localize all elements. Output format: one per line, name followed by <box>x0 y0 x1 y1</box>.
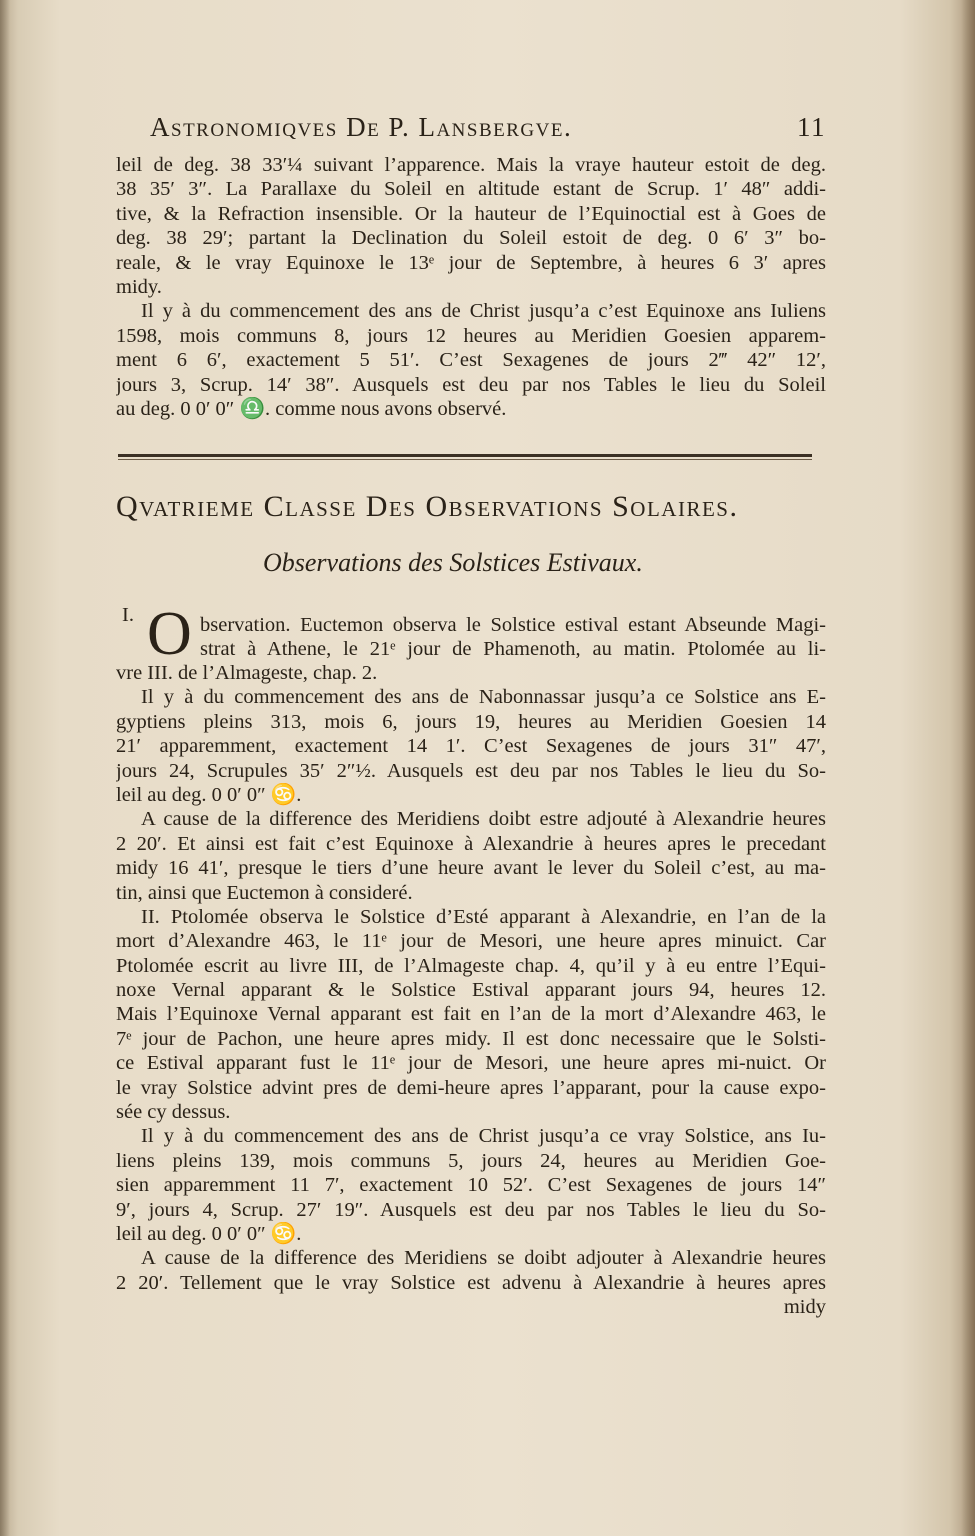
text-line: deg. 38 29′; partant la Declination du Soleil estoit de deg. 0 6′ 3″ bo- <box>116 227 826 250</box>
text-line: 21′ apparemment, exactement 14 1′. C’est Sexagenes de jours 31″ 47′, <box>116 735 826 758</box>
text-line: vre III. de l’Almageste, chap. 2. <box>116 662 378 684</box>
catchword: midy <box>783 1296 826 1319</box>
text-line: A cause de la difference des Meridiens doibt estre adjouté à Alexandrie heures <box>141 808 826 831</box>
text-line: noxe Vernal apparant & le Solstice Estival apparant jours 94, heures 12. <box>116 979 826 1002</box>
text-line: leil au deg. 0 0′ 0″ ♋. <box>116 783 302 806</box>
text-line: 2 20′. Et ainsi est fait c’est Equinoxe à Alexandrie à heures apres le precedant <box>116 832 826 855</box>
section-title: Qvatrieme Classe Des Observations Solaires. <box>116 490 739 523</box>
paragraph-block-main <box>116 661 826 1320</box>
text-line: leil au deg. 0 0′ 0″ ♋. <box>116 1222 302 1245</box>
drop-cap: O <box>147 600 192 668</box>
text-line: jours 24, Scrupules 35′ 2″½. Ausquels est deu par nos Tables le lieu du So- <box>116 759 826 782</box>
running-head <box>150 112 826 148</box>
text-line: Il y à du commencement des ans de Christ jusqu’a c’est Equinoxe ans Iuliens <box>141 300 826 323</box>
running-head-title: Astronomiqves De P. Lansbergve. <box>150 112 573 142</box>
text-line: ment 6 6′, exactement 5 51′. C’est Sexagenes de jours 2‴ 42″ 12′, <box>116 349 826 372</box>
text-line: mort d’Alexandre 463, le 11ᵉ jour de Mesori, une heure apres minuict. Car <box>116 930 826 953</box>
text-line: II. Ptolomée observa le Solstice d’Esté apparant à Alexandrie, en l’an de la <box>141 905 826 928</box>
page-number: 11 <box>797 112 826 142</box>
text-line: au deg. 0 0′ 0″ ♎. comme nous avons observé. <box>116 397 507 420</box>
text-line: 1598, mois communs 8, jours 12 heures au Meridien Goesien apparem- <box>116 324 826 347</box>
text-line: tive, & la Refraction insensible. Or la hauteur de l’Equinoctial est à Goes de <box>116 202 826 225</box>
text-line: Il y à du commencement des ans de Nabonnassar jusqu’a ce Solstice ans E- <box>141 686 826 709</box>
text-line: 7ᵉ jour de Pachon, une heure apres midy. Il est donc necessaire que le Solsti- <box>116 1027 826 1050</box>
section-rule <box>118 454 812 457</box>
text-line: Mais l’Equinoxe Vernal apparant est fait en l’an de la mort d’Alexandre 463, le <box>116 1003 826 1026</box>
text-line: Il y à du commencement des ans de Christ jusqu’a ce vray Solstice, ans Iu- <box>141 1125 826 1148</box>
text-line: 38 35′ 3″. La Parallaxe du Soleil en altitude estant de Scrup. 1′ 48″ addi- <box>116 178 826 201</box>
text-line: gyptiens pleins 313, mois 6, jours 19, heures au Meridien Goesien 14 <box>116 710 826 733</box>
text-line: sée cy dessus. <box>116 1101 231 1124</box>
text-line: strat à Athene, le 21ᵉ jour de Phamenoth, au matin. Ptolomée au li- <box>200 638 826 661</box>
section-subtitle: Observations des Solstices Estivaux. <box>263 548 643 577</box>
text-line: sien apparemment 11 7′, exactement 10 52′. C’est Sexagenes de jours 14″ <box>116 1174 826 1197</box>
text-line: le vray Solstice advint pres de demi-heure apres l’apparant, pour la cause expo- <box>116 1076 826 1099</box>
text-line: A cause de la difference des Meridiens se doibt adjouter à Alexandrie heures <box>141 1247 826 1270</box>
text-line: midy. <box>116 275 162 298</box>
text-line: 2 20′. Tellement que le vray Solstice est advenu à Alexandrie à heures apres <box>116 1271 826 1294</box>
text-line: Ptolomée escrit au livre III, de l’Almageste chap. 4, qu’il y à eu entre l’Equi- <box>116 954 826 977</box>
text-line: ce Estival apparant fust le 11ᵉ jour de Mesori, une heure apres mi-nuict. Or <box>116 1052 826 1075</box>
text-line: bservation. Euctemon observa le Solstice estival estant Abseunde Magi- <box>200 614 826 636</box>
paragraph-block-top <box>116 153 826 421</box>
text-line: reale, & le vray Equinoxe le 13ᵉ jour de Septembre, à heures 6 3′ apres <box>116 251 826 274</box>
section-rule-thin <box>118 459 812 460</box>
text-line: tin, ainsi que Euctemon à consideré. <box>116 881 413 904</box>
text-line: 9′, jours 4, Scrup. 27′ 19″. Ausquels est deu par nos Tables le lieu du So- <box>116 1198 826 1221</box>
observation-number: I. <box>122 604 134 626</box>
text-line: leil de deg. 38 33′¼ suivant l’apparence. Mais la vraye hauteur estoit de deg. <box>116 154 826 176</box>
paragraph-block-opening <box>200 613 826 662</box>
text-line: midy 16 41′, presque le tiers d’une heure avant le lever du Soleil c’est, au ma- <box>116 857 826 880</box>
text-line: liens pleins 139, mois communs 5, jours 24, heures au Meridien Goe- <box>116 1149 826 1172</box>
text-line: jours 3, Scrup. 14′ 38″. Ausquels est deu par nos Tables le lieu du Soleil <box>116 373 826 396</box>
